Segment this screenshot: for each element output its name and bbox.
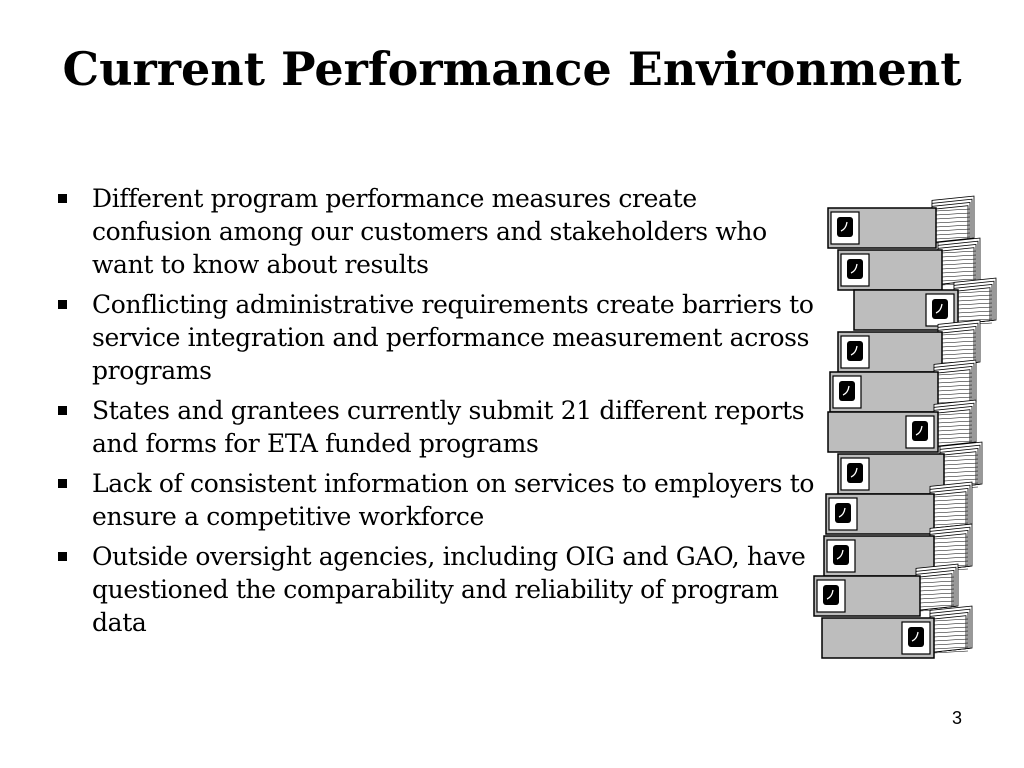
bullet-text: States and grantees currently submit 21 different reports and forms for ETA funded programs (92, 396, 805, 458)
square-bullet-icon (58, 300, 67, 309)
bullet-item (56, 540, 816, 639)
bullet-item (56, 394, 816, 460)
bullet-text: Lack of consistent information on services to employers to ensure a competitive workforce (92, 469, 815, 531)
bullet-text: Conflicting administrative requirements create barriers to service integration and performance measurement across programs (92, 290, 814, 385)
bullet-item (56, 288, 816, 387)
binder-layer (828, 196, 974, 248)
slide-title: Current Performance Environment (62, 42, 962, 96)
square-bullet-icon (58, 479, 67, 488)
bullet-item (56, 182, 816, 281)
bullet-text: Different program performance measures create confusion among our customers and stakeholders who want to know about results (92, 184, 767, 279)
report-stack-illustration (808, 178, 1008, 668)
bullet-item (56, 467, 816, 533)
bullet-text: Outside oversight agencies, including OIG and GAO, have questioned the comparability and reliability of program data (92, 542, 806, 637)
page-number: 3 (951, 708, 962, 728)
square-bullet-icon (58, 194, 67, 203)
square-bullet-icon (58, 552, 67, 561)
square-bullet-icon (58, 406, 67, 415)
bullet-list (56, 182, 816, 646)
